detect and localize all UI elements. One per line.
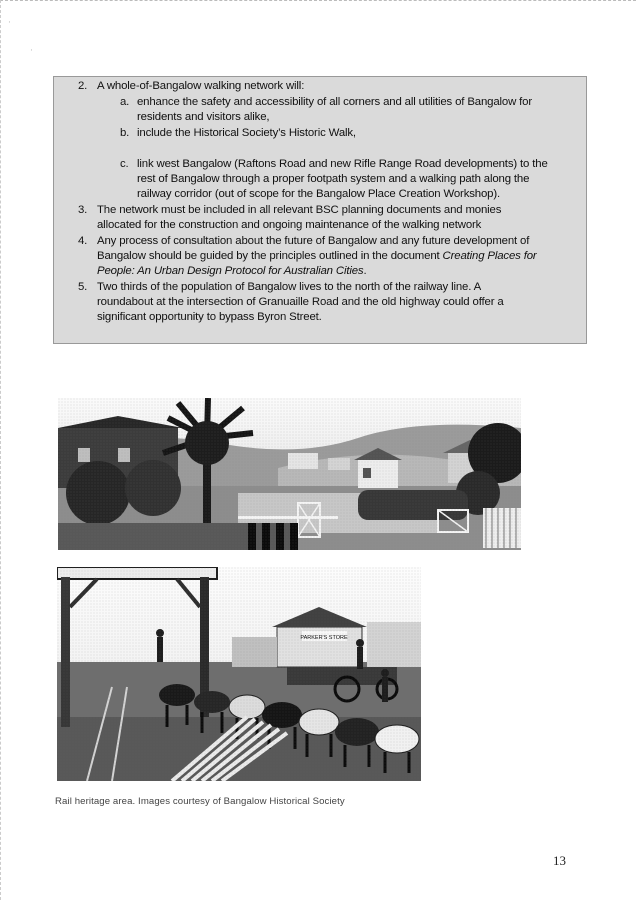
list-number: 5. (78, 281, 88, 293)
list-number: 2. (78, 80, 88, 92)
document-title-part: Creating Places for (442, 250, 537, 262)
punctuation: . (363, 265, 367, 277)
list-text: residents and visitors alike, (137, 111, 270, 123)
list-text: Two thirds of the population of Bangalow lives to the north of the railway line. A (97, 281, 482, 293)
list-letter: b. (120, 127, 130, 139)
list-text: Any process of consultation about the future of Bangalow and any future development of (97, 235, 530, 247)
list-text (97, 264, 366, 279)
list-letter: a. (120, 96, 130, 108)
station-landscape-photo (58, 398, 521, 550)
bullock-team-photo (57, 567, 421, 781)
list-text: enhance the safety and accessibility of all corners and all utilities of Bangalow for (137, 96, 533, 108)
list-text: roundabout at the intersection of Granuaille Road and the old highway could offer a (97, 296, 504, 308)
list-text: significant opportunity to bypass Byron Street. (97, 311, 322, 323)
list-text: railway corridor (out of scope for the Bangalow Place Creation Workshop). (137, 188, 501, 200)
station-landscape-illustration (58, 398, 521, 550)
list-text: rest of Bangalow through a proper footpath system and a walking path along the (137, 173, 530, 185)
image-caption: Rail heritage area. Images courtesy of Bangalow Historical Society (55, 796, 345, 807)
scan-speck: · (8, 18, 11, 28)
list-letter: c. (120, 158, 129, 170)
list-number: 4. (78, 235, 88, 247)
page-number: 13 (553, 853, 566, 868)
list-text: include the Historical Society’s Historic Walk, (137, 127, 356, 139)
document-title-part: People: An Urban Design Protocol for Australian Cities (97, 265, 364, 277)
list-text: link west Bangalow (Raftons Road and new Rifle Range Road developments) to the (137, 158, 548, 170)
list-number: 3. (78, 204, 88, 216)
scan-speck: · (30, 46, 33, 56)
list-text: A whole-of-Bangalow walking network will: (97, 80, 305, 92)
recommendations-box (53, 76, 587, 344)
list-text (97, 249, 537, 264)
list-text: The network must be included in all relevant BSC planning documents and monies (97, 204, 502, 216)
list-text-plain: Bangalow should be guided by the principles outlined in the document (97, 250, 443, 262)
bullock-team-illustration (57, 567, 421, 781)
list-text: allocated for the construction and ongoing maintenance of the walking network (97, 219, 482, 231)
